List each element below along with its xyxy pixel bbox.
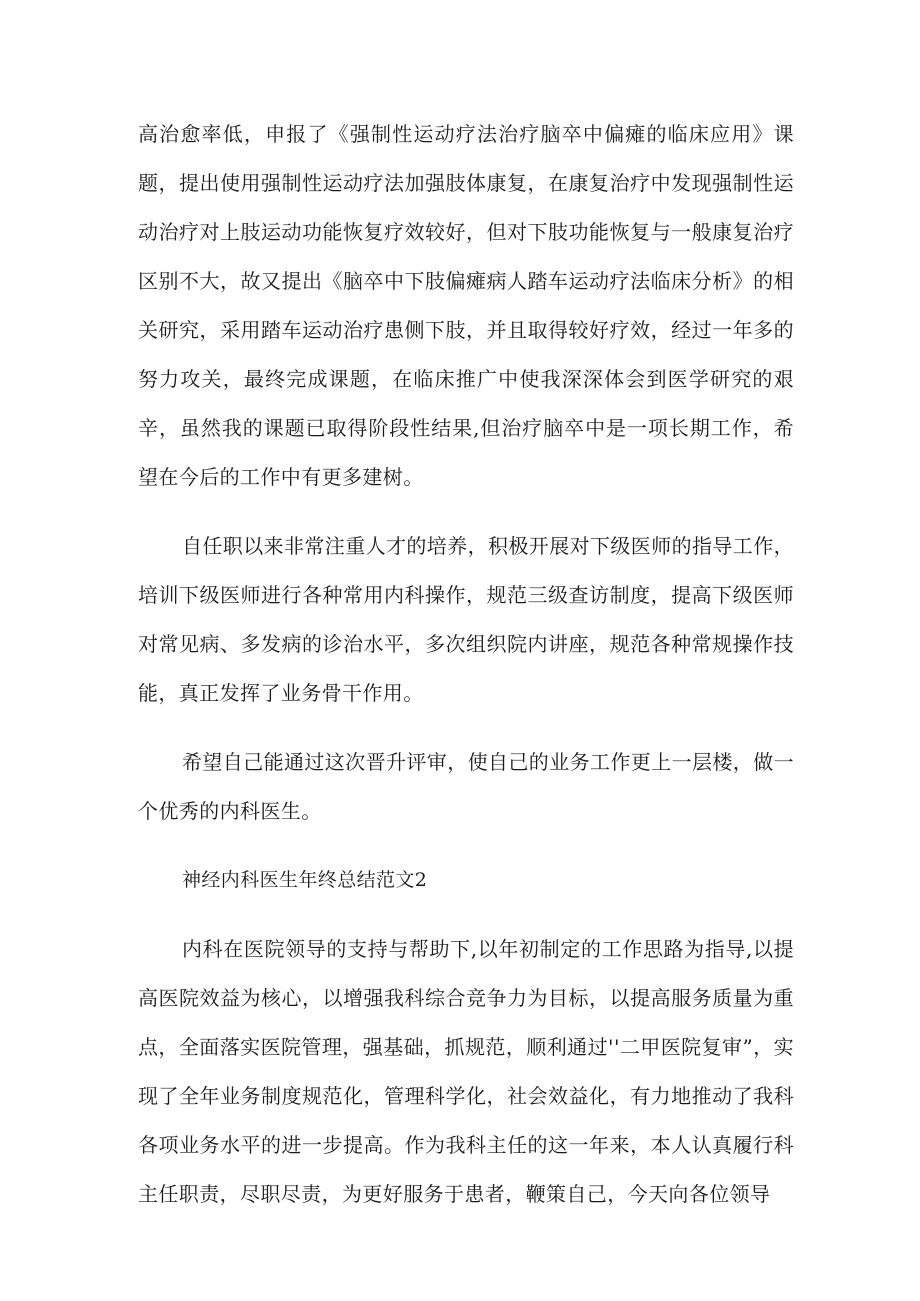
paragraph-research: 高治愈率低，申报了《强制性运动疗法治疗脑卒中偏瘫的临床应用》课题，提出使用强制性运动疗法加强肢体康复，在康复治疗中发现强制性运动治疗对上肢运动功能恢复疗效较好，但对下肢功能恢复与一般康复治疗区别不大，故又提出《脑卒中下肢偏瘫病人踏车运动疗法临床分析》的相关研究，采用踏车运动治疗患侧下肢，并且取得较好疗效，经过一年多的努力攻关，最终完成课题，在临床推广中使我深深体会到医学研究的艰辛，虽然我的课题已取得阶段性结果,但治疗脑卒中是一项长期工作，希望在今后的工作中有更多建树。 bbox=[138, 122, 794, 489]
section-title: 神经内科医生年终总结范文2 bbox=[182, 869, 428, 891]
paragraph-promotion: 希望自己能通过这次晋升评审，使自己的业务工作更上一层楼，做一个优秀的内科医生。 bbox=[138, 750, 794, 823]
document-body bbox=[138, 110, 794, 1239]
paragraph-training: 自任职以来非常注重人才的培养，积极开展对下级医师的指导工作，培训下级医师进行各种常用内科操作，规范三级查访制度，提高下级医师对常见病、多发病的诊治水平，多次组织院内讲座，规范各种常规操作技能，真正发挥了业务骨干作用。 bbox=[138, 534, 794, 705]
paragraph-department: 内科在医院领导的支持与帮助下,以年初制定的工作思路为指导,以提高医院效益为核心，以增强我科综合竞争力为目标，以提高服务质量为重点，全面落实医院管理，强基础，抓规范，顺利通过''二甲医院复审”，实现了全年业务制度规范化，管理科学化，社会效益化，有力地推动了我科各项业务水平的进一步提高。作为我科主任的这一年来，本人认真履行科主任职责，尽职尽责，为更好服务于患者，鞭策自己，今天向各位领导 bbox=[138, 937, 794, 1206]
